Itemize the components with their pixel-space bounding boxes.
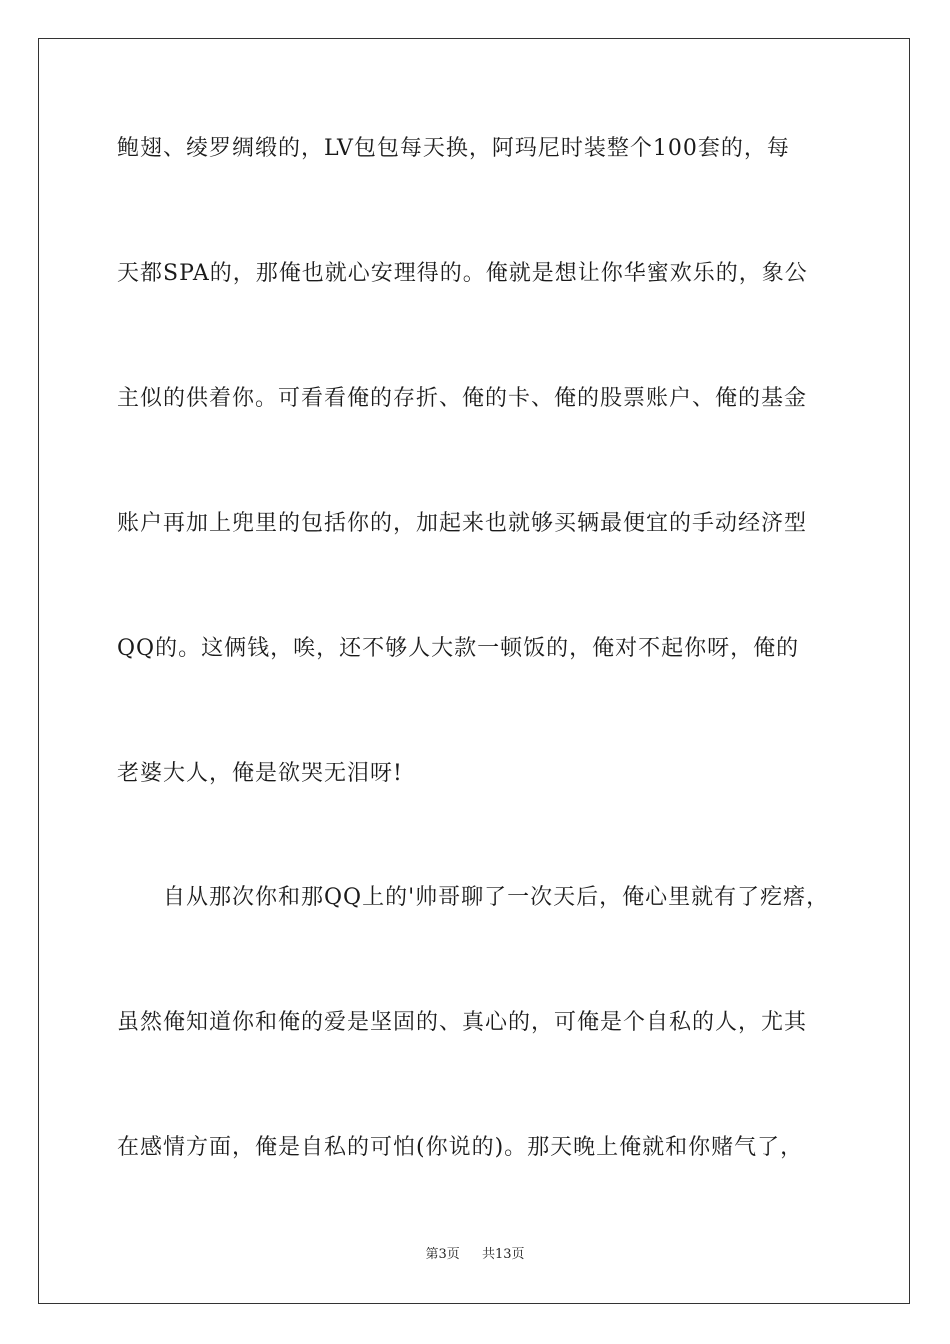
page-number: 第3页 bbox=[425, 1247, 460, 1262]
page-border bbox=[38, 38, 910, 1304]
text-line: 天都SPA的，那俺也就心安理得的。俺就是想让你华蜜欢乐的，象公 bbox=[117, 261, 808, 286]
text-line: 老婆大人，俺是欲哭无泪呀! bbox=[117, 761, 403, 786]
text-line: 主似的供着你。可看看俺的存折、俺的卡、俺的股票账户、俺的基金 bbox=[117, 386, 808, 411]
page-footer bbox=[0, 1246, 950, 1264]
page-total: 共13页 bbox=[482, 1247, 525, 1262]
text-line: 账户再加上兜里的包括你的，加起来也就够买辆最便宜的手动经济型 bbox=[117, 511, 808, 536]
text-line: 鲍翅、绫罗绸缎的，LV包包每天换，阿玛尼时装整个100套的，每 bbox=[117, 136, 790, 161]
text-line: 虽然俺知道你和俺的爱是坚固的、真心的，可俺是个自私的人，尤其 bbox=[117, 1010, 808, 1035]
text-line: QQ的。这俩钱，唉，还不够人大款一顿饭的，俺对不起你呀，俺的 bbox=[117, 636, 800, 661]
text-line: 在感情方面，俺是自私的可怕(你说的)。那天晚上俺就和你赌气了， bbox=[117, 1135, 804, 1160]
paragraph-first-line: 自从那次你和那QQ上的'帅哥聊了一次天后，俺心里就有了疙瘩， bbox=[163, 885, 830, 910]
